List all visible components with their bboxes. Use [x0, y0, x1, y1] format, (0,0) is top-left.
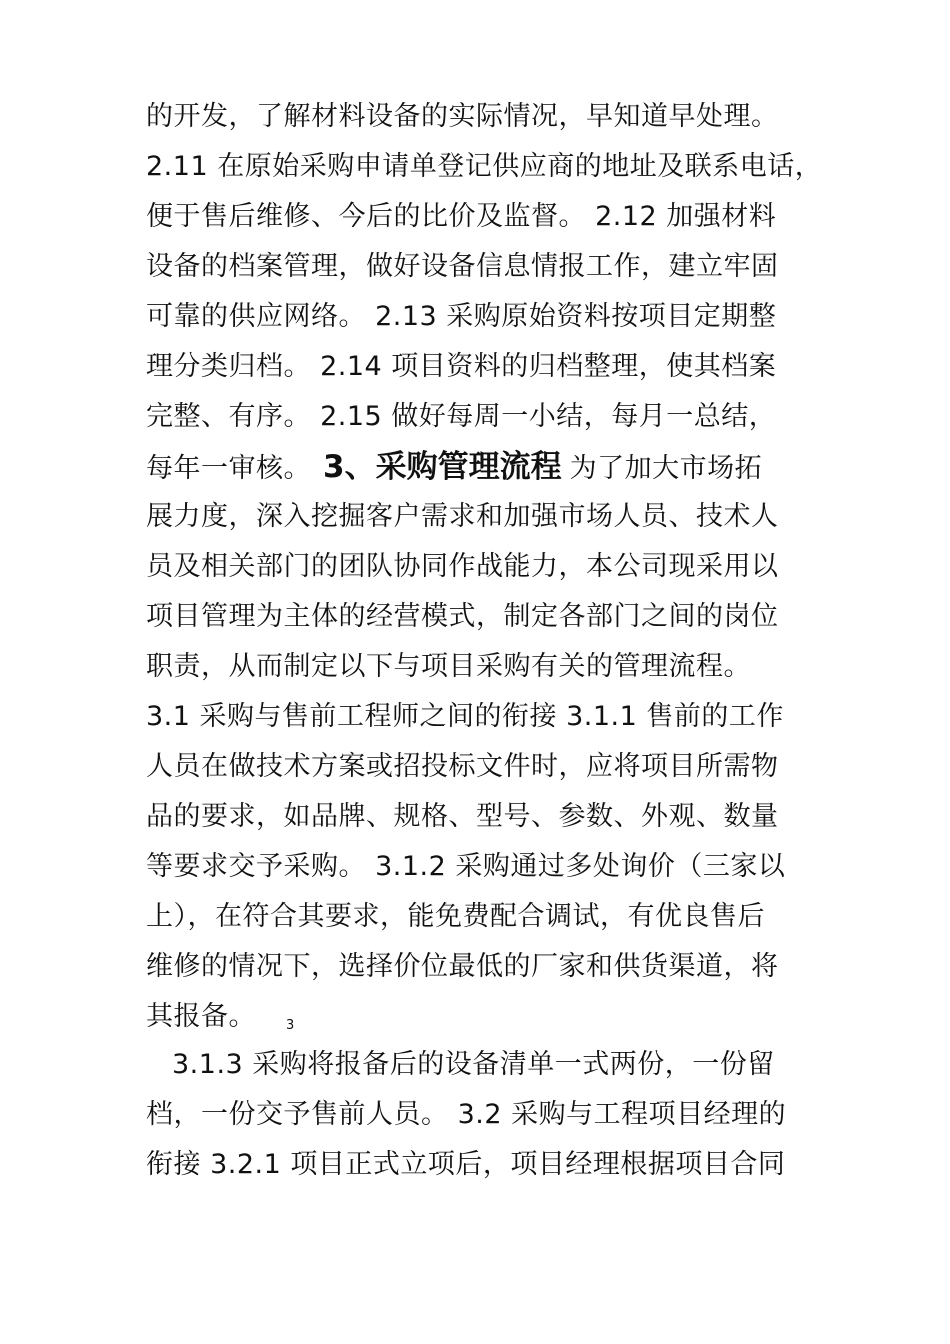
- text-segment: 为了加大市场拓: [569, 453, 763, 484]
- text-line: 完整、有序。 2.15 做好每周一小结，每月一总结，: [146, 401, 777, 432]
- section-heading: 3、采购管理流程: [323, 449, 562, 485]
- text-line: 人员在做技术方案或招投标文件时，应将项目所需物: [146, 751, 779, 782]
- page-number: 3: [286, 1018, 295, 1033]
- text-segment: 其报备。: [146, 1001, 256, 1032]
- text-line: 维修的情况下，选择价位最低的厂家和供货渠道，将: [146, 951, 779, 982]
- text-segment: 每年一审核。: [146, 453, 311, 484]
- text-line: 2.11 在原始采购申请单登记供应商的地址及联系电话，: [146, 151, 823, 182]
- text-line: 品的要求，如品牌、规格、型号、参数、外观、数量: [146, 801, 779, 832]
- text-line: 等要求交予采购。 3.1.2 采购通过多处询价（三家以: [146, 851, 786, 882]
- text-line: 项目管理为主体的经营模式，制定各部门之间的岗位: [146, 601, 779, 632]
- text-line: 可靠的供应网络。 2.13 采购原始资料按项目定期整: [146, 301, 777, 332]
- text-line: 理分类归档。 2.14 项目资料的归档整理，使其档案: [146, 351, 777, 382]
- text-line: 便于售后维修、今后的比价及监督。 2.12 加强材料: [146, 201, 777, 232]
- text-line: 展力度，深入挖掘客户需求和加强市场人员、技术人: [146, 501, 779, 532]
- text-line: [146, 992, 295, 1042]
- text-line: 3.1 采购与售前工程师之间的衔接 3.1.1 售前的工作: [146, 701, 784, 732]
- text-line: 衔接 3.2.1 项目正式立项后，项目经理根据项目合同: [146, 1149, 786, 1180]
- text-line: 3.1.3 采购将报备后的设备清单一式两份，一份留: [172, 1049, 775, 1080]
- text-line: 档，一份交予售前人员。 3.2 采购与工程项目经理的: [146, 1099, 787, 1130]
- text-line: 设备的档案管理，做好设备信息情报工作，建立牢固: [146, 251, 779, 282]
- text-line: 员及相关部门的团队协同作战能力，本公司现采用以: [146, 551, 779, 582]
- heading-line: [146, 442, 762, 492]
- text-line: 的开发，了解材料设备的实际情况，早知道早处理。: [146, 101, 779, 132]
- text-line: 职责，从而制定以下与项目采购有关的管理流程。: [146, 651, 751, 682]
- text-line: 上），在符合其要求，能免费配合调试，有优良售后: [146, 901, 765, 932]
